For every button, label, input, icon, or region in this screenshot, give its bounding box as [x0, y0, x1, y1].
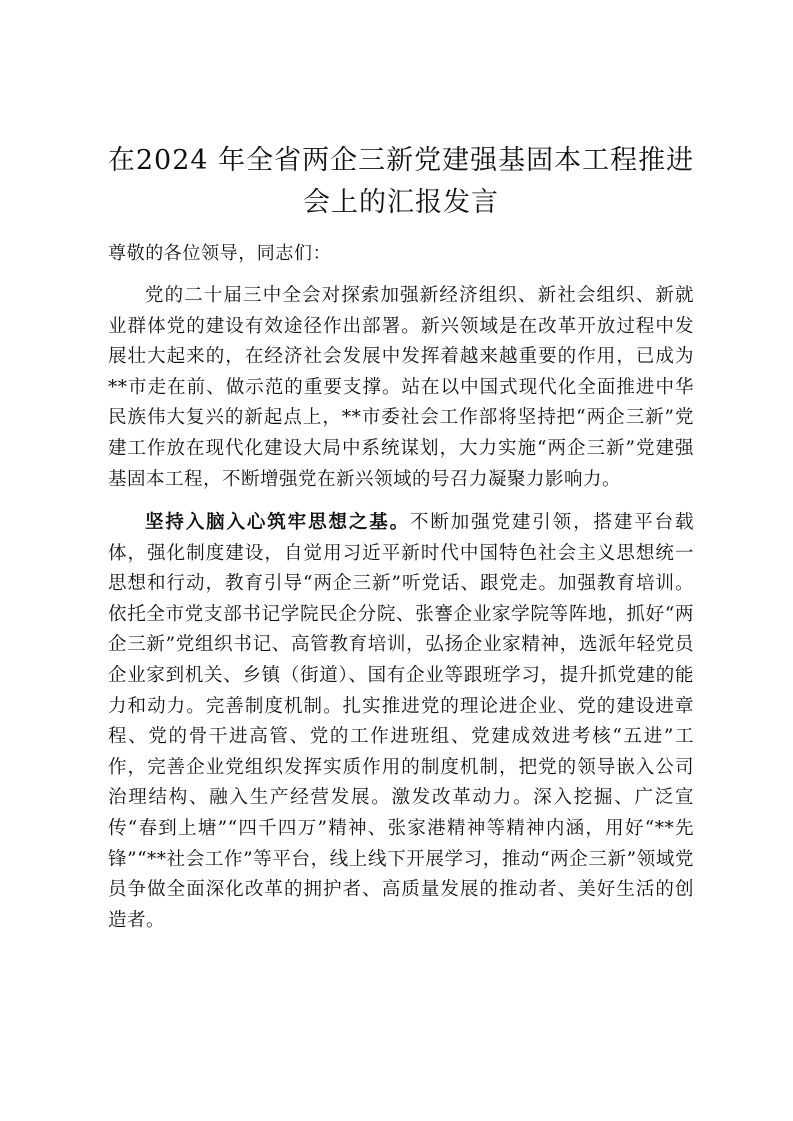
salutation: 尊敬的各位领导，同志们：: [108, 243, 332, 264]
document-title: 在2024 年全省两企三新党建强基固本工程推进会上的汇报发言: [107, 145, 695, 218]
paragraph-intro-text: 党的二十届三中全会对探索加强新经济组织、新社会组织、新就业群体党的建设有效途径作出部署。新兴领域是在改革开放过程中发展壮大起来的，在经济社会发展中发挥着越来越重要的作用，已成为**市走在前、做示范的重要支撑。站在以中国式现代化全面推进中华民族伟大复兴的新起点上，**市委社会工作部将坚持把“两企三新”党建工作放在现代化建设大局中系统谋划，大力实施“两企三新”党建强基固本工程，不断增强党在新兴领域的号召力凝聚力影响力。: [108, 285, 694, 490]
paragraph-lead-heading: 坚持入脑入心筑牢思想之基。: [145, 512, 410, 533]
paragraph-intro: [108, 281, 694, 495]
paragraph-thought-foundation-text: 不断加强党建引领，搭建平台载体，强化制度建设，自觉用习近平新时代中国特色社会主义思想统一思想和行动，教育引导“两企三新”听党话、跟党走。加强教育培训。依托全市党支部书记学院民企分院、张謇企业家学院等阵地，抓好“两企三新”党组织书记、高管教育培训，弘扬企业家精神，选派年轻党员企业家到机关、乡镇（街道）、国有企业等跟班学习，提升抓党建的能力和动力。完善制度机制。扎实推进党的理论进企业、党的建设进章程、党的骨干进高管、党的工作进班组、党建成效进考核“五进”工作，完善企业党组织发挥实质作用的制度机制，把党的领导嵌入公司治理结构、融入生产经营发展。激发改革动力。深入挖掘、广泛宣传“春到上塘”“四千四万”精神、张家港精神等精神内涵，用好“**先锋”“**社会工作”等平台，线上线下开展学习，推动“两企三新”领域党员争做全面深化改革的拥护者、高质量发展的推动者、美好生活的创造者。: [108, 512, 694, 931]
paragraph-thought-foundation: [108, 508, 694, 936]
